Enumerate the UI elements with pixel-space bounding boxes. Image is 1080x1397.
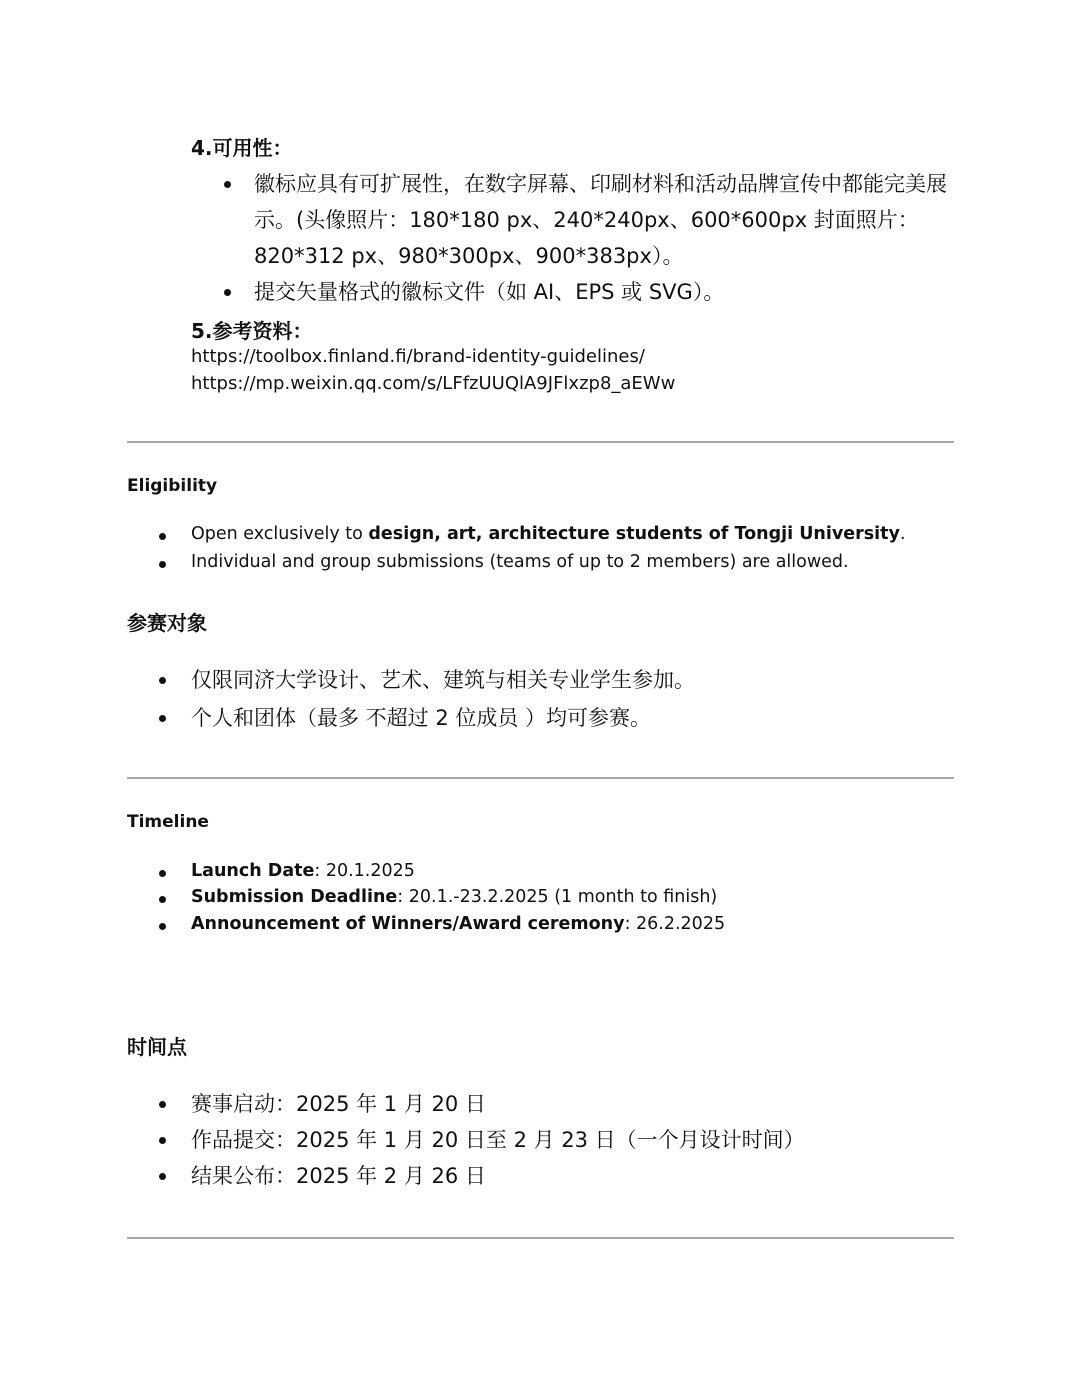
bullet-dot (159, 533, 166, 540)
usability-bullet2: 提交矢量格式的徽标文件（如 AI、EPS 或 SVG）。 (254, 280, 725, 304)
divider (127, 777, 954, 779)
bullet-dot (159, 1101, 166, 1108)
timeline-cn-item-2: 作品提交：2025 年 1 月 20 日至 2 月 23 日（一个月设计时间） (191, 1128, 805, 1152)
divider (127, 1237, 954, 1239)
bullet-dot (159, 896, 166, 903)
timeline-cn-item-1: 赛事启动：2025 年 1 月 20 日 (191, 1092, 486, 1116)
eligibility-cn-item-2: 个人和团体（最多 不超过 2 位成员 ）均可参赛。 (191, 706, 652, 730)
bullet-dot (159, 1173, 166, 1180)
usability-bullet1-line2: 示。(头像照片：180*180 px、240*240px、600*600px 封面照片： (254, 208, 919, 232)
bullet-dot (159, 870, 166, 877)
reference-link-finland[interactable]: https://toolbox.finland.fi/brand-identity-guidelines/ (191, 346, 645, 367)
bullet-dot (159, 923, 166, 930)
bullet-dot (159, 561, 166, 568)
timeline-item-deadline: Submission Deadline: 20.1.-23.2.2025 (1 month to finish) (191, 887, 718, 907)
bullet-dot (159, 715, 166, 722)
timeline-item-announcement: Announcement of Winners/Award ceremony: 26.2.2025 (191, 914, 726, 934)
usability-heading: 4.可用性： (191, 136, 293, 160)
usability-bullet1-line1: 徽标应具有可扩展性，在数字屏幕、印刷材料和活动品牌宣传中都能完美展 (254, 172, 947, 196)
eligibility-heading: Eligibility (127, 476, 218, 496)
bullet-dot (159, 677, 166, 684)
usability-bullet1-line3: 820*312 px、980*300px、900*383px）。 (254, 244, 684, 268)
references-heading: 5.参考资料： (191, 319, 313, 343)
eligibility-item-2: Individual and group submissions (teams of up to 2 members) are allowed. (191, 552, 849, 572)
eligibility-cn-item-1: 仅限同济大学设计、艺术、建筑与相关专业学生参加。 (191, 668, 695, 692)
divider (127, 441, 954, 443)
eligibility-item-1: Open exclusively to design, art, architecture students of Tongji University. (191, 524, 906, 544)
timeline-item-launch: Launch Date: 20.1.2025 (191, 861, 415, 881)
eligibility-cn-heading: 参赛对象 (127, 611, 207, 635)
timeline-cn-heading: 时间点 (127, 1035, 187, 1059)
bullet-dot (224, 181, 231, 188)
timeline-cn-item-3: 结果公布：2025 年 2 月 26 日 (191, 1164, 486, 1188)
timeline-heading: Timeline (127, 812, 209, 832)
bullet-dot (224, 289, 231, 296)
reference-link-weixin[interactable]: https://mp.weixin.qq.com/s/LFfzUUQlA9JFlxzp8_aEWw (191, 373, 676, 394)
bullet-dot (159, 1137, 166, 1144)
